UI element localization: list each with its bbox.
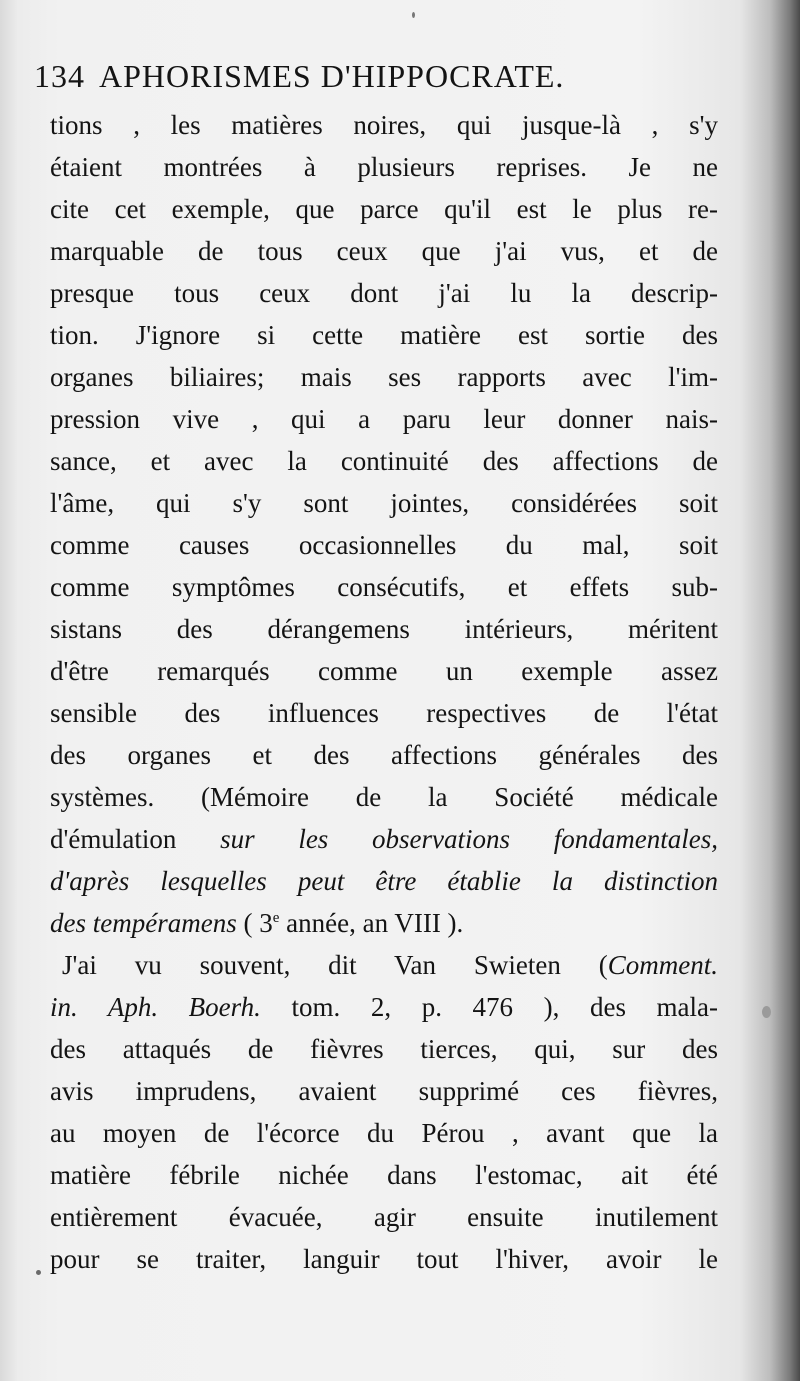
paper-speck xyxy=(412,12,415,18)
body-text xyxy=(50,104,718,1280)
roman-run: d'émulation xyxy=(50,824,177,854)
text-line: organes biliaires; mais ses rapports avec l'im- xyxy=(50,362,718,392)
roman-run: année, an VIII ). xyxy=(286,908,464,938)
text-line: avis imprudens, avaient supprimé ces fièvres, xyxy=(50,1076,718,1106)
text-line: pression vive , qui a paru leur donner nais- xyxy=(50,404,718,434)
text-line: tions , les matières noires, qui jusque-là , s'y xyxy=(50,110,718,140)
text-line: des organes et des affections générales des xyxy=(50,740,718,770)
text-line: sance, et avec la continuité des affections de xyxy=(50,446,718,476)
superscript: e xyxy=(272,910,280,926)
text-line: étaient montrées à plusieurs reprises. Je ne xyxy=(50,152,718,182)
text-line: au moyen de l'écorce du Pérou , avant que la xyxy=(50,1118,718,1148)
text-line: des attaqués de fièvres tierces, qui, sur des xyxy=(50,1034,718,1064)
text-line: presque tous ceux dont j'ai lu la descrip- xyxy=(50,278,718,308)
text-line-mixed xyxy=(50,902,718,944)
text-line: l'âme, qui s'y sont jointes, considérées soit xyxy=(50,488,718,518)
italic-run: in. Aph. Boerh. xyxy=(50,992,261,1022)
text-line-italic xyxy=(50,860,718,902)
text-line: pour se traiter, languir tout l'hiver, avoir le xyxy=(50,1244,718,1274)
text-line: cite cet exemple, que parce qu'il est le plus re- xyxy=(50,194,718,224)
roman-run: J'ai vu souvent, dit Van Swieten ( xyxy=(62,950,608,980)
text-line: comme symptômes consécutifs, et effets sub- xyxy=(50,572,718,602)
roman-run: ( 3 xyxy=(243,908,273,938)
text-line-mixed xyxy=(50,944,718,986)
italic-run: d'après lesquelles peut être établie la distinction xyxy=(50,866,718,896)
text-line: entièrement évacuée, agir ensuite inutilement xyxy=(50,1202,718,1232)
text-line: sensible des influences respectives de l'état xyxy=(50,698,718,728)
text-line: tion. J'ignore si cette matière est sortie des xyxy=(50,320,718,350)
running-header xyxy=(34,52,734,100)
text-line-mixed xyxy=(50,818,718,860)
italic-run: des tempéramens xyxy=(50,908,237,938)
running-title: APHORISMES D'HIPPOCRATE. xyxy=(99,58,565,94)
text-line: systèmes. (Mémoire de la Société médicale xyxy=(50,782,718,812)
text-line: d'être remarqués comme un exemple assez xyxy=(50,656,718,686)
text-line: comme causes occasionnelles du mal, soit xyxy=(50,530,718,560)
italic-run: sur les observations fondamentales, xyxy=(220,824,718,854)
text-line-mixed xyxy=(50,986,718,1028)
roman-run: tom. 2, p. 476 ), des mala- xyxy=(291,992,718,1022)
paper-speck xyxy=(762,1006,771,1018)
text-line: marquable de tous ceux que j'ai vus, et de xyxy=(50,236,718,266)
text-line: matière fébrile nichée dans l'estomac, ait été xyxy=(50,1160,718,1190)
page-number: 134 xyxy=(34,58,85,94)
italic-run: Comment. xyxy=(607,950,718,980)
text-line: sistans des dérangemens intérieurs, méritent xyxy=(50,614,718,644)
paper-speck xyxy=(36,1270,41,1275)
